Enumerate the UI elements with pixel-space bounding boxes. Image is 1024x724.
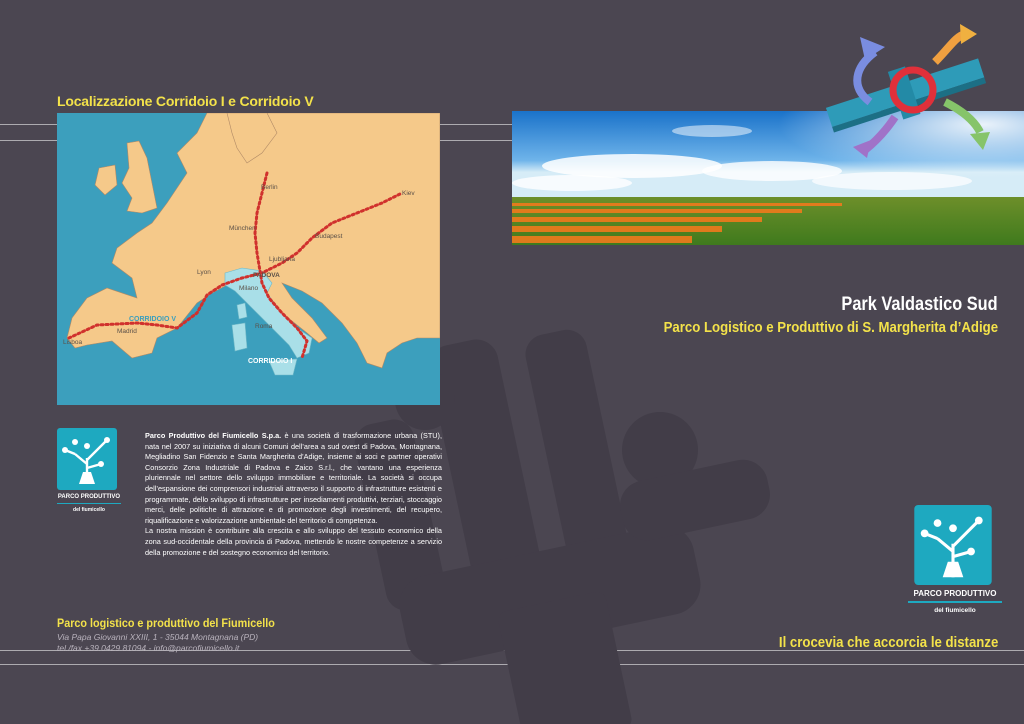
rule-line — [440, 140, 512, 141]
company-description — [145, 431, 442, 558]
city-padova: PADOVA — [253, 272, 280, 279]
logo-small-name: PARCO PRODUTTIVO — [57, 494, 121, 500]
hero-title: Park Valdastico Sud — [841, 294, 998, 315]
city-lyon: Lyon — [197, 269, 211, 276]
footer-address: Via Papa Giovanni XXIII, 1 - 35044 Montagnana (PD) — [57, 632, 259, 642]
map-corsica — [237, 303, 247, 319]
city-madrid: Madrid — [117, 328, 137, 335]
map-sardinia — [232, 323, 247, 351]
corridor-i-label: CORRIDOIO I — [248, 358, 293, 365]
hero-subtitle: Parco Logistico e Produttivo di S. Margherita d’Adige — [663, 319, 998, 336]
logo-small-sub: del fiumicello — [73, 507, 105, 513]
parco-logo-icon — [57, 428, 117, 490]
logo-large-sub: del fiumicello — [934, 607, 976, 614]
company-name: Parco Produttivo del Fiumicello S.p.a. — [145, 431, 282, 440]
tagline: Il crocevia che accorcia le distanze — [778, 634, 998, 651]
rule-line — [0, 140, 57, 141]
rule-line — [0, 124, 57, 125]
city-budapest: Budapest — [315, 233, 343, 240]
logo-small — [57, 428, 124, 518]
city-munchen: München — [229, 225, 256, 232]
rule-line — [440, 124, 512, 125]
city-milano: Milano — [239, 285, 259, 292]
city-lisboa: Lisboa — [63, 339, 83, 346]
crossroads-arrows-icon — [815, 22, 1000, 162]
city-ljubljana: Ljubljana — [269, 256, 296, 263]
city-roma: Roma — [255, 323, 273, 330]
footer-title: Parco logistico e produttivo del Fiumicello — [57, 616, 275, 630]
footer-contact: tel./fax +39.0429.81094 - info@parcofiumicello.it — [57, 643, 240, 653]
logo-large-name: PARCO PRODUTTIVO — [913, 589, 997, 598]
city-kiev: Kiev — [402, 190, 415, 197]
company-paragraph-2: La nostra mission è contribuire alla crescita e allo sviluppo del tessuto economico della zona sud-occidentale della provincia di Padova, mettendo le nostre competenze a servizio della promozione e del sostegno economico del territorio. — [145, 526, 442, 557]
corridor-v-label: CORRIDOIO V — [129, 316, 177, 323]
footer-address-block — [57, 632, 258, 654]
logo-large — [912, 505, 998, 620]
logo-small-rule — [57, 503, 121, 504]
logo-large-rule — [908, 601, 1002, 603]
parco-logo-large-icon — [912, 505, 994, 585]
city-berlin: Berlin — [261, 184, 278, 191]
company-paragraph-1: è una società di trasformazione urbana (STU), nata nel 2007 su iniziativa di alcuni Comuni dell’area a sud ovest di Padova, Montagnana, Megliadino San Fidenzio e Santa Margherita d’Adige, insieme ai soci e partner operativi Consorzio Zona Industriale di Padova e Zaico S.r.l., che vantano una esperienza pluriennale nel settore dello sviluppo immobiliare e territoriale. La società si occupa dell’espansione dei comprensori industriali attraverso il supporto di infrastrutture esistenti e programmate, dello sviluppo di infrastrutture per insediamenti produttivi, terziari, stoccaggio merci, delle politiche di attrazione e di promozione degli investimenti, del recupero, riqualificazione e valorizzazione ambientale del territorio di competenza. — [145, 431, 443, 525]
map-section-title: Localizzazione Corridoio I e Corridoio V — [57, 93, 314, 109]
europe-corridors-map — [57, 113, 440, 405]
